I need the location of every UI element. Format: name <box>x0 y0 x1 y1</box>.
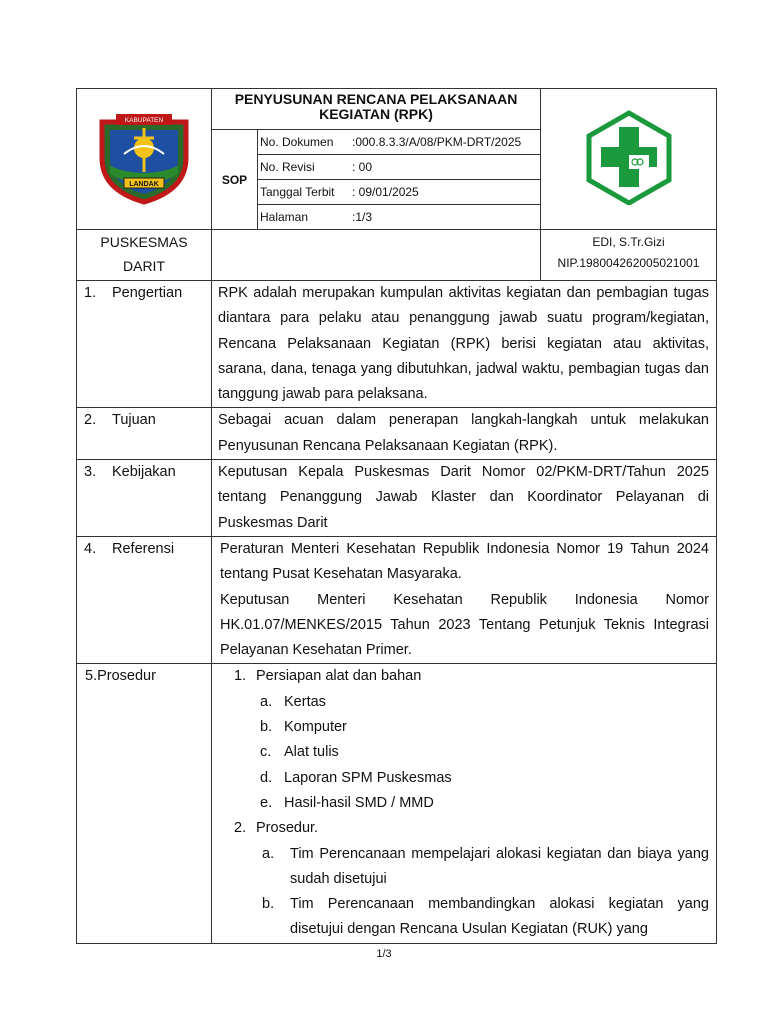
list-item <box>218 690 709 715</box>
sop-header-table <box>76 88 717 281</box>
section-label <box>77 408 212 460</box>
section-number: 4. <box>84 540 97 557</box>
item-text: Tim Perencanaan mempelajari alokasi kegiatan dan biaya yang sudah disetujui <box>290 845 709 887</box>
meta-key: No. Dokumen <box>260 135 334 149</box>
list-item <box>218 791 709 816</box>
item-text: Alat tulis <box>284 744 339 761</box>
step-number: 1. <box>234 668 247 685</box>
kebijakan-text: Keputusan Kepala Puskesmas Darit Nomor 02/PKM-DRT/Tahun 2025 tentang Penanggung Jawab Klaster dan Koordinator Pelayanan di Puskesmas Darit <box>218 464 709 531</box>
item-letter: d. <box>260 769 273 786</box>
item-letter: b. <box>260 719 273 736</box>
item-letter: b. <box>262 896 275 913</box>
meta-value: : 09/01/2025 <box>352 185 419 199</box>
section-title: Tujuan <box>112 412 156 429</box>
kabupaten-landak-emblem-icon <box>94 108 194 206</box>
section-text <box>212 408 717 460</box>
emblem-text-top: KABUPATEN <box>124 116 164 124</box>
signer-block <box>541 230 717 281</box>
item-text: Komputer <box>284 719 347 736</box>
meta-value: : 00 <box>352 160 373 174</box>
section-title: Referensi <box>112 540 175 557</box>
list-item <box>218 715 709 740</box>
prosedur-steps <box>218 664 709 689</box>
section-label <box>77 536 212 663</box>
section-label <box>77 460 212 537</box>
sop-body-table <box>76 281 717 944</box>
list-item <box>218 842 709 893</box>
pengertian-text: RPK adalah merupakan kumpulan aktivitas kegiatan dan pembagian tugas diantara para pelaku atau penanggung jawab suatu program/kegiatan, Rencana Pelaksanaan Kegiatan (RPK) berisi kegiatan atau aktivitas, sarana, dana, tenaga yang dibutuhkan, jadwal waktu, pembagian tugas dan tanggung jawab para pelaksana. <box>218 285 709 403</box>
meta-row-halaman <box>258 205 541 230</box>
section-title: 5.Prosedur <box>85 668 156 685</box>
meta-value: :000.8.3.3/A/08/PKM-DRT/2025 <box>352 135 522 149</box>
organization-name <box>77 230 212 281</box>
right-logo-cell <box>541 89 717 230</box>
org-line-2: DARIT <box>123 258 165 274</box>
item-letter: e. <box>260 794 273 811</box>
item-letter: a. <box>262 845 275 862</box>
meta-value: :1/3 <box>352 210 373 224</box>
item-text: Laporan SPM Puskesmas <box>284 769 452 786</box>
signer-nip: NIP.198004262005021001 <box>557 256 700 270</box>
section-text <box>212 536 717 663</box>
prosedur-list <box>218 842 709 943</box>
prosedur-step <box>218 816 709 841</box>
list-item <box>218 892 709 943</box>
meta-key: Tanggal Terbit <box>260 185 335 199</box>
puskesmas-logo-icon <box>583 109 675 205</box>
tujuan-text: Sebagai acuan dalam penerapan langkah-langkah untuk melakukan Penyusunan Rencana Pelaksanaan Kegiatan (RPK). <box>218 412 709 454</box>
item-letter: a. <box>260 693 273 710</box>
meta-key: Halaman <box>260 210 309 224</box>
meta-key: No. Revisi <box>260 160 315 174</box>
page-number: 1/3 <box>376 948 392 960</box>
alat-bahan-list <box>218 690 709 816</box>
left-logo-cell <box>77 89 212 230</box>
section-prosedur <box>77 664 717 943</box>
blank-signature-cell <box>212 230 541 281</box>
sop-document <box>76 88 716 944</box>
emblem-text-bottom: LANDAK <box>129 180 159 188</box>
section-text <box>212 664 717 943</box>
referensi-text-2: Keputusan Menteri Kesehatan Republik Indonesia Nomor HK.01.07/MENKES/2015 Tahun 2023 Tentang Petunjuk Teknis Integrasi Pelayanan Kesehatan Primer. <box>220 591 709 659</box>
section-label <box>77 281 212 408</box>
item-text: Tim Perencanaan membandingkan alokasi kegiatan yang disetujui dengan Rencana Usulan Kegiatan (RUK) yang <box>290 896 709 938</box>
section-number: 1. <box>84 285 97 301</box>
meta-row-no-dokumen <box>258 130 541 155</box>
section-title: Kebijakan <box>112 464 176 481</box>
section-text <box>212 460 717 537</box>
item-text: Kertas <box>284 693 326 710</box>
prosedur-steps <box>218 816 709 841</box>
step-number: 2. <box>234 820 247 837</box>
prosedur-step <box>218 664 709 689</box>
item-letter: c. <box>260 744 272 761</box>
section-kebijakan <box>77 460 717 537</box>
org-line-1: PUSKESMAS <box>100 234 188 250</box>
item-text: Hasil-hasil SMD / MMD <box>284 794 434 811</box>
meta-row-no-revisi <box>258 155 541 180</box>
referensi-text-1: Peraturan Menteri Kesehatan Republik Indonesia Nomor 19 Tahun 2024 tentang Pusat Kesehatan Masyaraka. <box>220 540 709 583</box>
document-title: PENYUSUNAN RENCANA PELAKSANAAN KEGIATAN (RPK) <box>212 89 541 130</box>
section-referensi <box>77 536 717 663</box>
section-title: Pengertian <box>112 285 183 301</box>
signer-name: EDI, S.Tr.Gizi <box>592 235 665 249</box>
section-label <box>77 664 212 943</box>
section-number: 2. <box>84 412 97 429</box>
section-number: 3. <box>84 464 97 481</box>
list-item <box>218 740 709 765</box>
sop-label: SOP <box>212 130 258 230</box>
meta-row-tanggal-terbit <box>258 180 541 205</box>
step-title: Persiapan alat dan bahan <box>256 668 422 685</box>
list-item <box>218 766 709 791</box>
step-title: Prosedur. <box>256 820 319 837</box>
section-tujuan <box>77 408 717 460</box>
section-text <box>212 281 717 408</box>
section-pengertian <box>77 281 717 408</box>
